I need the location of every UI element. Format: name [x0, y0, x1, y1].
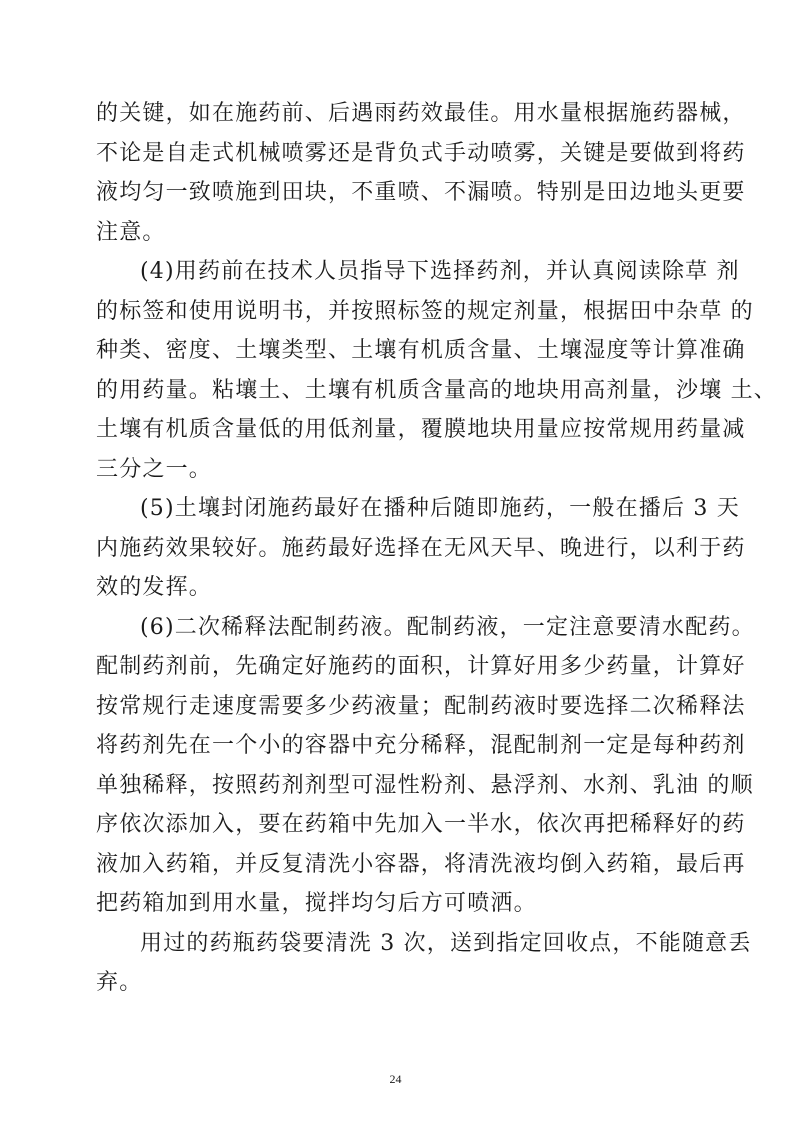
paragraph — [96, 489, 746, 608]
text-line: 弃。 — [96, 970, 143, 995]
text-line: 种类、密度、土壤类型、土壤有机质含量、土壤湿度等计算准确 — [96, 338, 746, 363]
text-line: 单独稀释，按照药剂剂型可湿性粉剂、悬浮剂、水剂、乳油 的顺 — [96, 772, 754, 798]
text-line: 土壤有机质含量低的用低剂量，覆膜地块用量应按常规用药量减 — [96, 417, 746, 442]
text-line: 的标签和使用说明书，并按照标签的规定剂量，根据田中杂草 的 — [96, 298, 754, 324]
text-line: 用过的药瓶药袋要清洗 3 次，送到指定回收点，不能随意丢 — [140, 930, 752, 956]
text-line: 注意。 — [96, 219, 166, 245]
text-line: 液均匀一致喷施到田块，不重喷、不漏喷。特别是田边地头更要 — [96, 180, 746, 205]
text-line: 的用药量。粘壤土、土壤有机质含量高的地块用高剂量，沙壤 土、 — [96, 377, 777, 403]
text-line: 按常规行走速度需要多少药液量；配制药液时要选择二次稀释法 — [96, 693, 746, 719]
text-line: 的关键，如在施药前、后遇雨药效最佳。用水量根据施药器械， — [96, 101, 746, 126]
text-line: 把药箱加到用水量，搅拌均匀后方可喷洒。 — [96, 891, 537, 916]
paragraph — [96, 94, 746, 252]
text-line: 将药剂先在一个小的容器中充分稀释，混配制剂一定是每种药剂 — [96, 733, 746, 758]
body-text — [96, 94, 777, 1003]
page-number: 24 — [389, 1072, 402, 1086]
text-line: 不论是自走式机械喷雾还是背负式手动喷雾，关键是要做到将药 — [96, 140, 746, 166]
text-line: 三分之一。 — [96, 456, 213, 482]
text-line: 效的发挥。 — [96, 575, 213, 600]
paragraph — [96, 608, 755, 924]
text-line: 序依次添加入，要在药箱中先加入一半水，依次再把稀释好的药 — [96, 812, 746, 837]
text-line: 液加入药箱，并反复清洗小容器，将清洗液均倒入药箱，最后再 — [96, 851, 746, 877]
text-line: 配制药剂前，先确定好施药的面积，计算好用多少药量，计算好 — [96, 654, 746, 679]
text-line: (4)用药前在技术人员指导下选择药剂，并认真阅读除草 剂 — [140, 259, 740, 284]
text-line: (6)二次稀释法配制药液。配制药液，一定注意要清水配药。 — [140, 614, 755, 640]
text-line: 内施药效果较好。施药最好选择在无风天早、晚进行，以利于药 — [96, 535, 746, 561]
paragraph — [96, 924, 752, 1003]
paragraph — [96, 252, 777, 489]
text-line: (5)土壤封闭施药最好在播种后随即施药，一般在播后 3 天 — [140, 496, 740, 521]
